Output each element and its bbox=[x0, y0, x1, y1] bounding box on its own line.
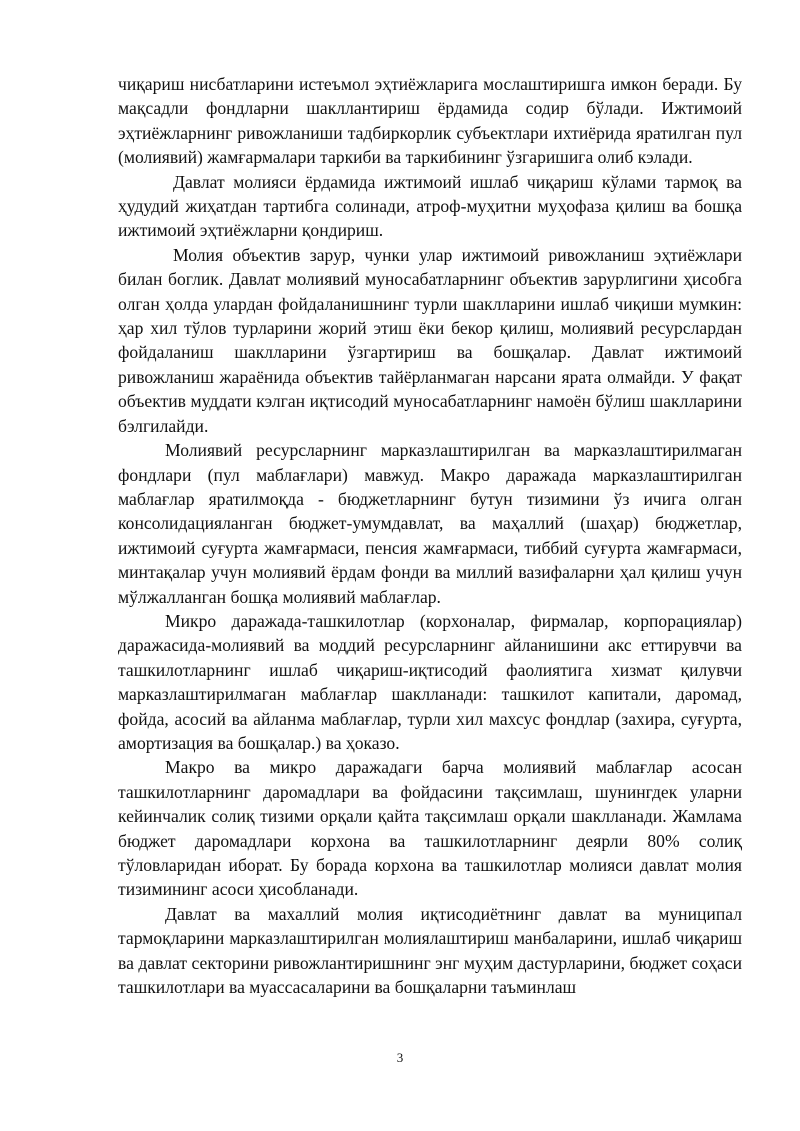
paragraph-continuation: чиқариш нисбатларини истеъмол эҳтиёжларига мослаштиришга имкон беради. Бу мақсадли фондларни шакллантириш ёрдамида содир бўлади. Ижтимоий эҳтиёжларнинг ривожланиши тадбиркорлик субъектлари ихтиёрида яратилган пул (молиявий) жамғармалари таркиби ва таркибининг ўзгаришига олиб кэлади. bbox=[118, 74, 742, 168]
paragraph-micro-level: Микро даражада-ташкилотлар (корхоналар, фирмалар, корпорациялар) даражасида-молиявий ва моддий ресурсларнинг айланишини акс еттирувчи ва ташкилотларнинг ишлаб чиқариш-иқтисодий фаолиятига хизмат қилувчи марказлаштирилмаган маблағлар шаклланади: ташкилот капитали, даромад, фойда, асосий ва айланма маблағлар, турли хил махсус фондлар (захира, суғурта, амортизация ва бошқалар.) ва ҳоказо. bbox=[118, 610, 742, 753]
paragraph-finance-objective: Молия объектив зарур, чунки улар ижтимоий ривожланиш эҳтиёжлари билан боглик. Давлат молиявий муносабатларнинг объектив зарурлигини ҳисобга олган ҳолда улардан фойдаланишнинг турли шаклларини ишлаб чиқиши мумкин: ҳар хил тўлов турларини жорий этиш ёки бекор қилиш, молиявий ресурслардан фойдаланиш шаклларини ўзгартириш ва бошқалар. Давлат ижтимоий ривожланиш жараёнида объектив тайёрланмаган нарсани ярата олмайди. У фақат объектив муддати кэлган иқтисодий муносабатларнинг намоён бўлиш шаклларини бэлгилайди. bbox=[118, 244, 742, 436]
paragraph-state-finance-regulation: Давлат молияси ёрдамида ижтимоий ишлаб чиқариш кўлами тармоқ ва ҳудудий жиҳатдан тартибга солинади, атроф-муҳитни муҳофаза қилиш ва бошқа ижтимоий эҳтиёжларни қондириш. bbox=[118, 171, 742, 241]
paragraph-state-local-finance: Давлат ва махаллий молия иқтисодиётнинг давлат ва муниципал тармоқларини марказлаштирилган молиялаштириш манбаларини, ишлаб чиқариш ва давлат секторини ривожлантиришнинг энг муҳим дастурларини, бюджет соҳаси ташкилотлари ва муассасаларини ва бошқаларни таъминлаш bbox=[118, 903, 742, 998]
paragraph-macro-micro-funds: Макро ва микро даражадаги барча молиявий маблағлар асосан ташкилотларнинг даромадлари ва фойдасини тақсимлаш, шунингдек уларни кейинчалик солиқ тизими орқали қайта тақсимлаш орқали шаклланади. Жамлама бюджет даромадлари корхона ва ташкилотларнинг деярли 80% солиқ тўловларидан иборат. Бу борада корхона ва ташкилотлар молияси давлат молия тизимининг асоси ҳисобланади. bbox=[118, 757, 742, 900]
document-body bbox=[118, 72, 742, 999]
page-number: 3 bbox=[396, 1050, 404, 1065]
paragraph-financial-resources-funds: Молиявий ресурсларнинг марказлаштирилган ва марказлаштирилмаган фондлари (пул маблағлари) мавжуд. Макро даражада марказлаштирилган маблағлар яратилмоқда - бюджетларнинг бутун тизимини ўз ичига олган консолидацияланган бюджет-умумдавлат, ва маҳаллий (шаҳар) бюджетлар, ижтимоий суғурта жамғармаси, пенсия жамғармаси, тиббий суғурта жамғармаси, минтақалар учун молиявий ёрдам фонди ва миллий вазифаларни ҳал қилиш учун мўлжалланган бошқа молиявий маблағлар. bbox=[118, 440, 742, 607]
